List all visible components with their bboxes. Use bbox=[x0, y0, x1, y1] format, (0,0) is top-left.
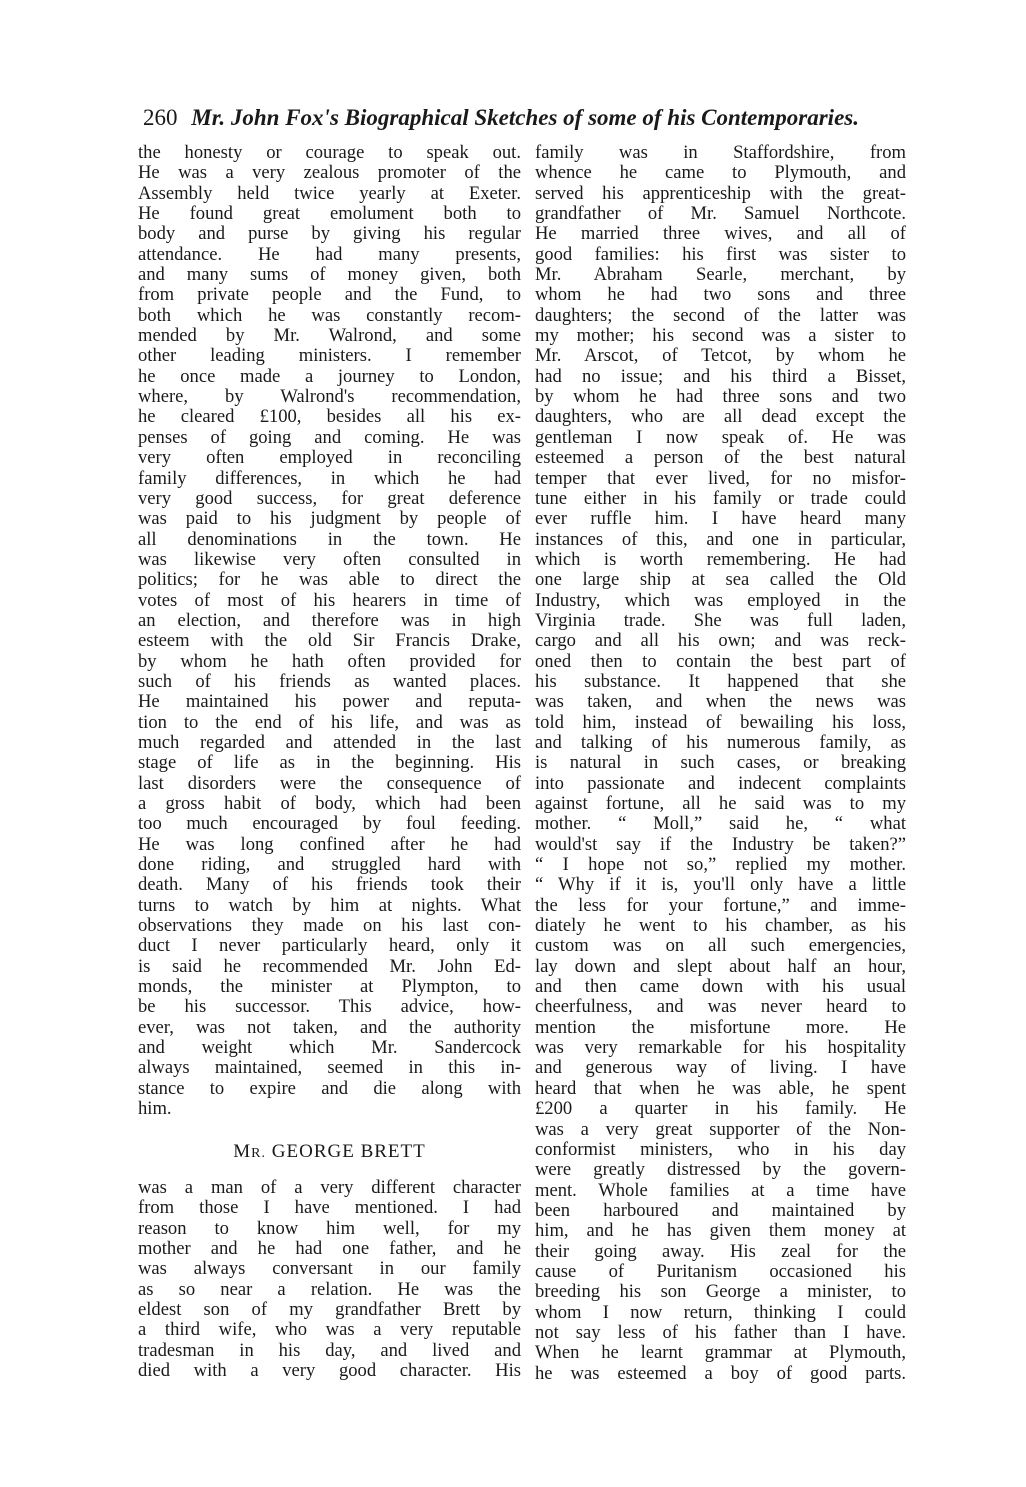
text-line: custom was on all such emergencies, bbox=[535, 935, 906, 957]
text-line: tune either in his family or trade could bbox=[535, 487, 906, 509]
text-line: stage of life as in the beginning. His bbox=[138, 752, 521, 774]
left-column-text-before-heading bbox=[138, 143, 521, 1120]
text-line: which is worth remembering. He had bbox=[535, 548, 906, 570]
text-line: by whom he had three sons and two bbox=[535, 386, 906, 408]
text-line: from those I have mentioned. I had bbox=[138, 1197, 521, 1219]
text-line: was taken, and when the news was bbox=[535, 691, 906, 713]
text-line: £200 a quarter in his family. He bbox=[535, 1098, 906, 1120]
running-title: Mr. John Fox's Biographical Sketches of some of his Contemporaries. bbox=[191, 105, 859, 130]
left-column-text-after-heading bbox=[138, 1178, 521, 1381]
text-line: “ I hope not so,” replied my mother. bbox=[535, 854, 906, 876]
text-line: turns to watch by him at nights. What bbox=[138, 894, 521, 916]
text-line: was likewise very often consulted in bbox=[138, 548, 521, 570]
text-line: body and purse by giving his regular bbox=[138, 223, 521, 245]
text-line: family differences, in which he had bbox=[138, 467, 521, 489]
section-heading-prefix: M bbox=[233, 1140, 252, 1162]
text-line: had no issue; and his third a Bisset, bbox=[535, 365, 906, 387]
text-line: done riding, and struggled hard with bbox=[138, 854, 521, 876]
text-line: him, and he has given them money at bbox=[535, 1220, 906, 1242]
text-line: tradesman in his day, and lived and bbox=[138, 1339, 521, 1361]
text-line: gentleman I now speak of. He was bbox=[535, 426, 906, 448]
text-line: breeding his son George a minister, to bbox=[535, 1281, 906, 1303]
text-line: was always conversant in our family bbox=[138, 1258, 521, 1280]
text-line: monds, the minister at Plympton, to bbox=[138, 976, 521, 998]
text-line: a gross habit of body, which had been bbox=[138, 793, 521, 814]
text-line: mother. “ Moll,” said he, “ what bbox=[535, 813, 906, 835]
text-line: ever ruffle him. I have heard many bbox=[535, 508, 906, 530]
text-line: penses of going and coming. He was bbox=[138, 426, 521, 448]
right-column bbox=[535, 143, 906, 1384]
text-line: stance to expire and die along with bbox=[138, 1077, 521, 1099]
text-line: was very remarkable for his hospitality bbox=[535, 1037, 906, 1059]
text-line: instances of this, and one in particular, bbox=[535, 528, 906, 550]
text-line: He maintained his power and reputa- bbox=[138, 691, 521, 713]
text-line: eldest son of my grandfather Brett by bbox=[138, 1298, 521, 1320]
section-heading bbox=[138, 1142, 521, 1162]
text-line: is natural in such cases, or breaking bbox=[535, 752, 906, 774]
text-line: the honesty or courage to speak out. bbox=[138, 142, 521, 163]
text-line: Mr. Abraham Searle, merchant, by bbox=[535, 264, 906, 286]
text-line: Mr. Arscot, of Tetcot, by whom he bbox=[535, 345, 906, 367]
text-line: mended by Mr. Walrond, and some bbox=[138, 325, 521, 347]
text-line: as so near a relation. He was the bbox=[138, 1278, 521, 1300]
page-number: 260 bbox=[143, 105, 178, 130]
text-line: daughters; the second of the latter was bbox=[535, 304, 906, 326]
text-line: where, by Walrond's recommendation, bbox=[138, 386, 521, 408]
text-line: were greatly distressed by the govern- bbox=[535, 1159, 906, 1181]
text-line: against fortune, all he said was to my bbox=[535, 793, 906, 814]
text-line: he once made a journey to London, bbox=[138, 365, 521, 387]
text-line: whom he had two sons and three bbox=[535, 284, 906, 306]
text-line: conformist ministers, who in his day bbox=[535, 1138, 906, 1160]
text-line: been harboured and maintained by bbox=[535, 1199, 906, 1221]
text-line: mention the misfortune more. He bbox=[535, 1016, 906, 1038]
text-line: He married three wives, and all of bbox=[535, 223, 906, 245]
text-line: always maintained, seemed in this in- bbox=[138, 1057, 521, 1079]
text-line: “ Why if it is, you'll only have a little bbox=[535, 874, 906, 896]
text-line: was a very great supporter of the Non- bbox=[535, 1118, 906, 1140]
text-line: whence he came to Plymouth, and bbox=[535, 162, 906, 184]
text-line: one large ship at sea called the Old bbox=[535, 569, 906, 591]
text-line: grandfather of Mr. Samuel Northcote. bbox=[535, 203, 906, 225]
text-line: a third wife, who was a very reputable bbox=[138, 1319, 521, 1341]
text-line: their going away. His zeal for the bbox=[535, 1240, 906, 1262]
text-line: oned then to contain the best part of bbox=[535, 650, 906, 672]
text-line: cargo and all his own; and was reck- bbox=[535, 630, 906, 652]
text-line: him. bbox=[138, 1098, 172, 1120]
text-line: was paid to his judgment by people of bbox=[138, 508, 521, 530]
text-line: family was in Staffordshire, from bbox=[535, 142, 906, 163]
text-line: all denominations in the town. He bbox=[138, 528, 521, 550]
text-line: heard that when he was able, he spent bbox=[535, 1077, 906, 1099]
text-line: attendance. He had many presents, bbox=[138, 243, 521, 265]
text-line: cheerfulness, and was never heard to bbox=[535, 996, 906, 1018]
text-line: he cleared £100, besides all his ex- bbox=[138, 406, 521, 428]
text-line: politics; for he was able to direct the bbox=[138, 569, 521, 591]
text-line: both which he was constantly recom- bbox=[138, 304, 521, 326]
text-line: told him, instead of bewailing his loss, bbox=[535, 711, 906, 733]
text-line: into passionate and indecent complaints bbox=[535, 772, 906, 794]
text-line: reason to know him well, for my bbox=[138, 1217, 521, 1239]
text-line: tion to the end of his life, and was as bbox=[138, 711, 521, 733]
text-line: such of his friends as wanted places. bbox=[138, 670, 521, 692]
left-column bbox=[138, 143, 521, 1381]
text-line: Virginia trade. She was full laden, bbox=[535, 609, 906, 631]
text-line: not say less of his father than I have. bbox=[535, 1321, 906, 1343]
text-line: very good success, for great deference bbox=[138, 487, 521, 509]
text-line: ment. Whole families at a time have bbox=[535, 1179, 906, 1201]
text-line: death. Many of his friends took their bbox=[138, 874, 521, 896]
text-line: last disorders were the consequence of bbox=[138, 772, 521, 794]
running-header bbox=[143, 104, 913, 132]
text-line: by whom he hath often provided for bbox=[138, 650, 521, 672]
text-line: He found great emolument both to bbox=[138, 203, 521, 225]
text-line: duct I never particularly heard, only it bbox=[138, 935, 521, 957]
text-line: esteemed a person of the best natural bbox=[535, 447, 906, 469]
text-line: good families: his first was sister to bbox=[535, 243, 906, 265]
text-line: other leading ministers. I remember bbox=[138, 345, 521, 367]
text-line: Assembly held twice yearly at Exeter. bbox=[138, 182, 521, 204]
text-line: his substance. It happened that she bbox=[535, 670, 906, 692]
text-line: and weight which Mr. Sandercock bbox=[138, 1037, 521, 1059]
text-line: observations they made on his last con- bbox=[138, 915, 521, 937]
text-line: died with a very good character. His bbox=[138, 1359, 521, 1381]
text-line: lay down and slept about half an hour, bbox=[535, 955, 906, 977]
text-line: he was esteemed a boy of good parts. bbox=[535, 1362, 906, 1384]
text-line: cause of Puritanism occasioned his bbox=[535, 1260, 906, 1282]
text-line: esteem with the old Sir Francis Drake, bbox=[138, 630, 521, 652]
text-line: the less for your fortune,” and imme- bbox=[535, 894, 906, 916]
text-line: and talking of his numerous family, as bbox=[535, 731, 906, 753]
text-line: mother and he had one father, and he bbox=[138, 1237, 521, 1259]
text-line: ever, was not taken, and the authority bbox=[138, 1016, 521, 1038]
section-heading-small-caps: R. bbox=[251, 1145, 267, 1161]
right-column-text bbox=[535, 143, 906, 1384]
text-line: too much encouraged by foul feeding. bbox=[138, 813, 521, 835]
text-line: whom I now return, thinking I could bbox=[535, 1301, 906, 1323]
text-line: and then came down with his usual bbox=[535, 976, 906, 998]
text-line: temper that ever lived, for no misfor- bbox=[535, 467, 906, 489]
text-line: He was a very zealous promoter of the bbox=[138, 162, 521, 184]
text-line: diately he went to his chamber, as his bbox=[535, 915, 906, 937]
text-line: votes of most of his hearers in time of bbox=[138, 589, 521, 611]
text-line: is said he recommended Mr. John Ed- bbox=[138, 955, 521, 977]
text-line: an election, and therefore was in high bbox=[138, 609, 521, 631]
text-line: When he learnt grammar at Plymouth, bbox=[535, 1342, 906, 1364]
text-line: daughters, who are all dead except the bbox=[535, 406, 906, 428]
text-line: my mother; his second was a sister to bbox=[535, 325, 906, 347]
text-line: and generous way of living. I have bbox=[535, 1057, 906, 1079]
text-line: and many sums of money given, both bbox=[138, 264, 521, 286]
text-line: He was long confined after he had bbox=[138, 833, 521, 855]
text-line: much regarded and attended in the last bbox=[138, 731, 521, 753]
text-line: very often employed in reconciling bbox=[138, 447, 521, 469]
section-heading-name: GEORGE BRETT bbox=[266, 1140, 426, 1162]
text-line: be his successor. This advice, how- bbox=[138, 996, 521, 1018]
text-line: served his apprenticeship with the great- bbox=[535, 182, 906, 204]
text-line: Industry, which was employed in the bbox=[535, 589, 906, 611]
text-line: would'st say if the Industry be taken?” bbox=[535, 833, 906, 855]
text-line: from private people and the Fund, to bbox=[138, 284, 521, 306]
text-line: was a man of a very different character bbox=[138, 1176, 521, 1198]
